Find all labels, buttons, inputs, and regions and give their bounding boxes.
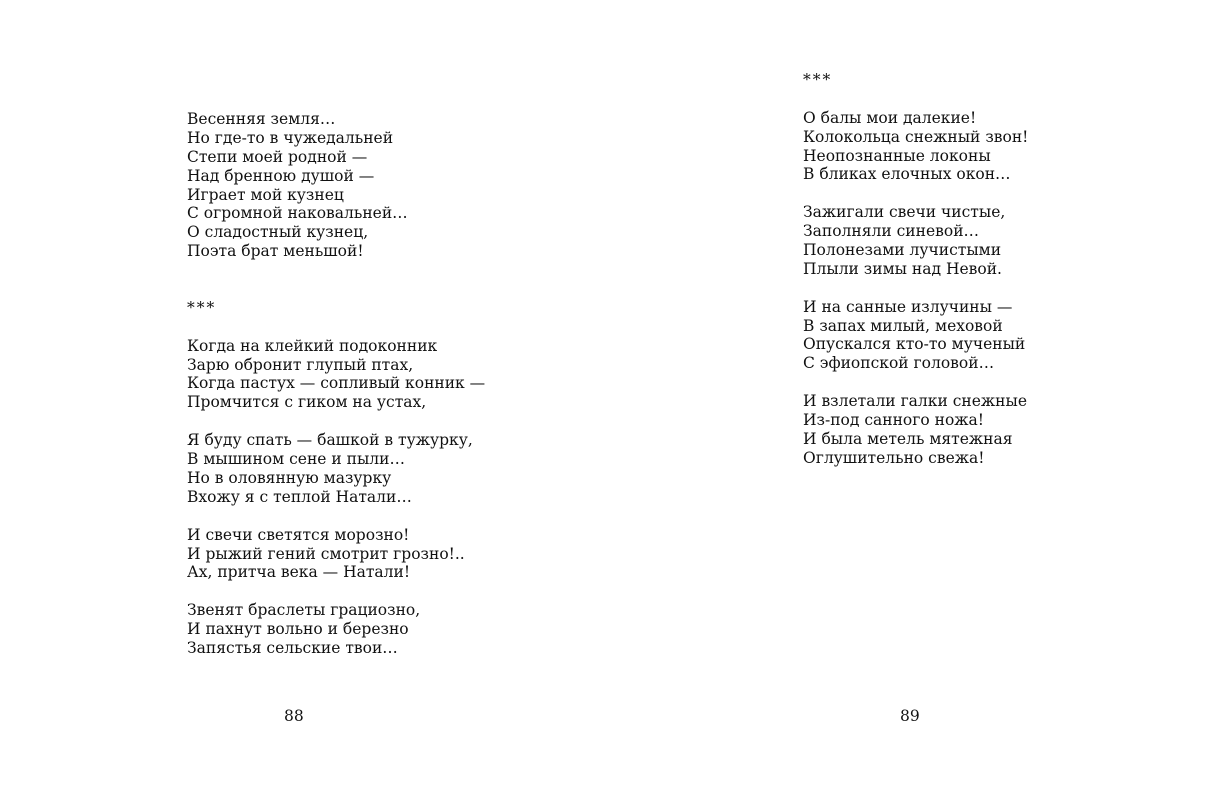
section-separator: *** [803,71,833,89]
poem-line: Полонезами лучистыми [803,241,1002,260]
poem-line: Оглушительно свежа! [803,448,985,467]
poem-line: И свечи светятся морозно! [187,525,410,544]
poem-line: Весенняя земля… [187,110,336,128]
poem-line: Звенят браслеты грациозно, [187,601,421,620]
poem-line: Когда на клейкий подоконник [187,336,438,355]
stanza [803,392,1028,468]
poem-line: Я буду спать — башкой в тужурку, [187,431,473,450]
poem-line: Промчится с гиком на устах, [187,393,427,412]
poem-line: Плыли зимы над Невой. [803,259,1002,278]
poem-line: Заполняли синевой… [803,222,980,241]
poem-line: Играет мой кузнец [187,185,344,204]
poem-line: Опускался кто-то мученый [803,335,1026,354]
poem-line: О сладостный кузнец, [187,223,369,242]
poem-line: Над бренною душой — [187,166,375,185]
poem-line: О балы мои далекие! [803,108,977,127]
poem-line: Колокольца снежный звон! [803,127,1029,146]
poem-line: Ах, притча века — Натали! [187,563,411,582]
poem-line: Поэта брат меньшой! [187,242,364,261]
poem-line: В бликах елочных окон… [803,165,1011,184]
right-page-text [803,71,1028,468]
poem-line: Из-под санного ножа! [803,411,985,430]
page-number: 88 [284,707,304,725]
poem-line: Зажигали свечи чистые, [803,203,1006,222]
poem-line: Степи моей родной — [187,147,368,166]
stanza [803,298,1028,374]
stanza [187,337,485,413]
stanza [803,109,1028,185]
page-number: 89 [900,707,920,725]
stanza [187,526,485,583]
poem-line: Когда пастух — сопливый конник — [187,374,486,393]
poem-line: И на санные излучины — [803,297,1013,316]
poem-1 [187,110,485,261]
poem-line: Зарю обронит глупый птах, [187,355,414,374]
section-separator: *** [187,298,217,317]
poem-line: Запястья сельские твои… [187,638,398,657]
poem-line: В мышином сене и пыли… [187,450,405,469]
poem [803,109,1028,468]
poem-line: С огромной наковальней… [187,204,408,223]
poem-line: И была метель мятежная [803,429,1013,448]
stanza [187,601,485,658]
poem-line: И пахнут вольно и березно [187,620,409,639]
poem-line: В запах милый, меховой [803,316,1003,335]
poem-line: Но в оловянную мазурку [187,468,392,487]
poem-line: Но где-то в чужедальней [187,128,394,147]
poem-2 [187,337,485,658]
stanza [187,431,485,507]
poem-line: Вхожу я с теплой Натали… [187,487,412,506]
poem-line: Неопознанные локоны [803,146,991,165]
poem-line: И взлетали галки снежные [803,392,1028,411]
right-page [606,0,1212,800]
left-page-text [187,110,485,658]
poem-line: И рыжий гений смотрит грозно!.. [187,544,465,563]
poem-line: С эфиопской головой… [803,354,995,373]
stanza [803,203,1028,279]
